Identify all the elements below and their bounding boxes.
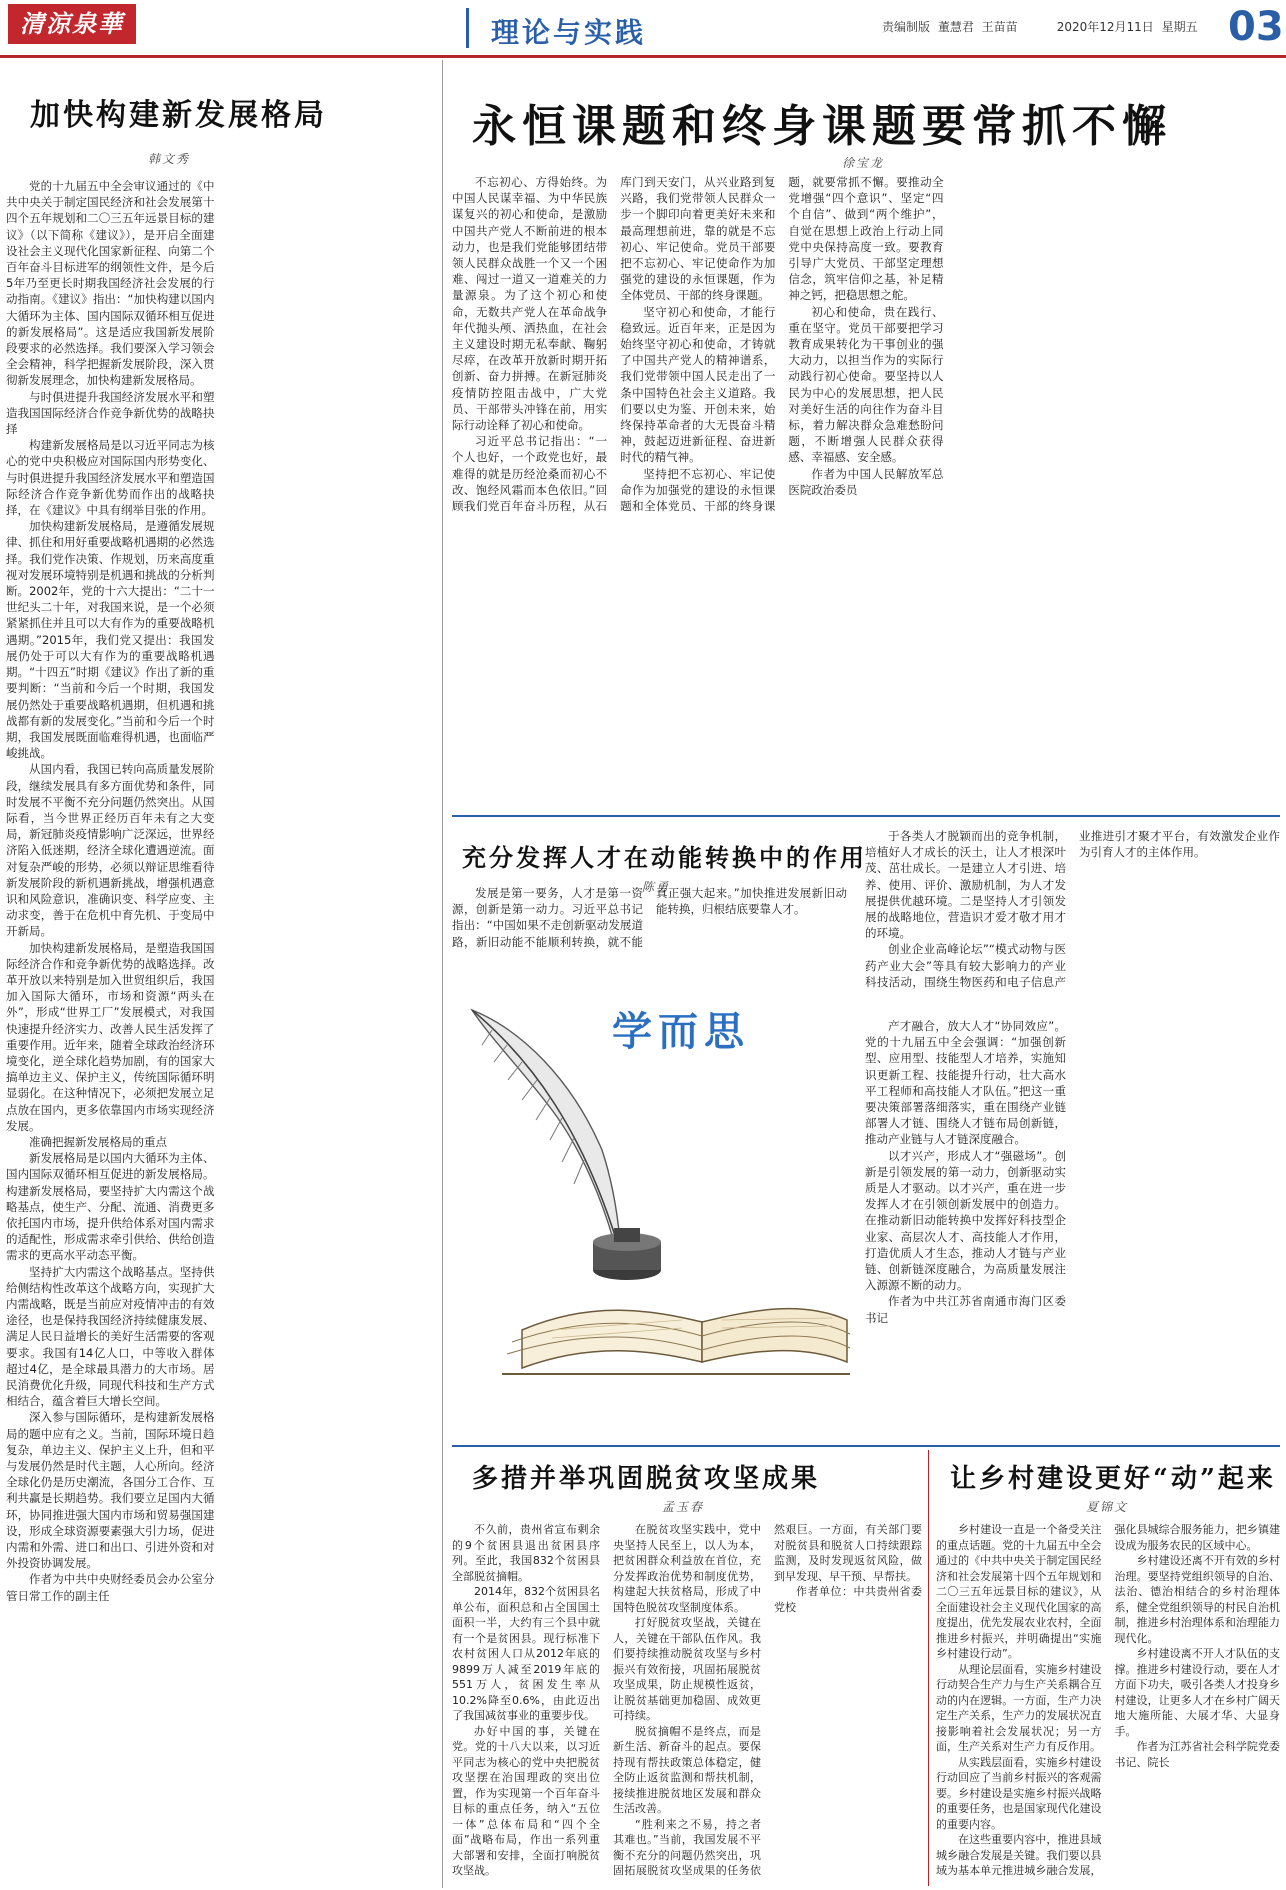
article-byline: 孟玉春 bbox=[662, 1500, 705, 1514]
article-rural-construction bbox=[936, 1450, 1280, 1886]
article-body bbox=[936, 1522, 1280, 1884]
article-body-continued bbox=[865, 828, 1280, 1018]
paragraph: 坚守初心和使命，才能行稳致远。近百年来，正是因为始终坚守初心和使命，才铸就了中国共产党人的精神谱系，我们党带领中国人民走出了一条中国特色社会主义道路。我们要以史为鉴、开创未来，始终保持革命者的大无畏奋斗精神，鼓起迈进新征程、奋进新时代的精气神。 bbox=[620, 304, 776, 465]
article-byline: 韩文秀 bbox=[148, 152, 191, 166]
article-headline: 永恒课题和终身课题要常抓不懈 bbox=[472, 101, 1172, 152]
paragraph: 作者为中国人民解放军总医院政治委员 bbox=[788, 466, 944, 497]
paragraph: 乡村建设还离不开有效的乡村治理。要坚持党组织领导的自治、法治、德治相结合的乡村治理体系，健全党组织领导的村民自治机制，推进乡村治理体系和治理能力现代化。 bbox=[1114, 1554, 1280, 1645]
paragraph: 加快构建新发展格局，是塑造我国国际经济合作和竞争新优势的战略选择。改革开放以来特别是加入世贸组织后，我国加入国际大循环，市场和资源“两头在外”，形成“世界工厂”发展模式，对我国快速提升经济实力、改善人民生活发挥了重要作用。近年来，随着全球政治经济环境变化，逆全球化趋势加剧，有的国家大搞单边主义、保护主义，传统国际循环明显弱化。在这种情况下，必须把发展立足点放在国内，更多依靠国内市场实现经济发展。 bbox=[6, 940, 215, 1133]
article-byline: 夏锦文 bbox=[1086, 1500, 1129, 1514]
article-headline: 充分发挥人才在动能转换中的作用 bbox=[462, 843, 867, 872]
paragraph: 从国内看，我国已转向高质量发展阶段，继续发展具有多方面优势和条件，同时发展不平衡不充分问题仍然突出。从国际看，当今世界正经历百年未有之大变局，新冠肺炎疫情影响广泛深远，世界经济陷入低迷期，经济全球化遭遇逆流。面对复杂严峻的形势，必须以辩证思维看待新发展阶段的新机遇新挑战，增强机遇意识和风险意识，准确识变、科学应变、主动求变，善于在危机中育先机、于变局中开新局。 bbox=[6, 762, 215, 939]
article-body bbox=[452, 885, 847, 965]
article-headline: 加快构建新发展格局 bbox=[30, 98, 327, 133]
paragraph: 准确把握新发展格局的重点 bbox=[29, 1134, 167, 1149]
article-body-continued bbox=[865, 1018, 1280, 1433]
paragraph: 坚持扩大内需这个战略基点。坚持供给侧结构性改革这个战略方向，实现扩大内需战略，既是当前应对疫情冲击的有效途径，也是保持我国经济持续健康发展、满足人民日益增长的美好生活需要的客观要求。我国有14亿人口，中等收入群体超过4亿，是全球最具潜力的大市场。居民消费优化升级，同现代科技和生产方式相结合，蕴含着巨大增长空间。 bbox=[6, 1264, 215, 1409]
section-header bbox=[466, 8, 832, 48]
column-divider bbox=[442, 60, 443, 1888]
paragraph: 不久前，贵州省宣布剩余的9个贫困县退出贫困县序列。至此，我国832个贫困县全部脱贫摘帽。 bbox=[452, 1523, 600, 1583]
section-divider bbox=[452, 815, 1280, 817]
paragraph: 以才兴产，形成人才“强磁场”。创新是引领发展的第一动力，创新驱动实质是人才驱动。以才兴产，重在进一步发挥人才在引领创新发展中的创造力。在推动新旧动能转换中发挥好科技型企业家、高层次人才、高技能人才作用，打造优质人才生态，推动人才链与产业链、创新链深度融合，为高质量发展注入源源不断的动力。 bbox=[865, 1148, 1066, 1293]
illustration-caption: 学而思 bbox=[612, 1008, 750, 1055]
paragraph: 打好脱贫攻坚战，关键在人，关键在干部队伍作风。我们要持续推动脱贫攻坚与乡村振兴有效衔接，巩固拓展脱贫攻坚成果，防止规模性返贫，让脱贫基础更加稳固、成效更可持续。 bbox=[613, 1616, 761, 1722]
paragraph: 发展是第一要务，人才是第一资源，创新是第一动力。习近平总书记指出：“中国如果不走创新驱动发展道路，新旧动能不能顺利转换，就不能真正强大起来。”加快推进发展新旧动能转换，归根结底要靠人才。 bbox=[452, 886, 847, 949]
paragraph: 作者为中共江苏省南通市海门区委书记 bbox=[865, 1294, 1066, 1325]
article-body bbox=[6, 178, 436, 1878]
paragraph: 与时俱进提升我国经济发展水平和塑造我国国际经济合作竞争新优势的战略抉择 bbox=[6, 389, 215, 437]
issue-date: 2020年12月11日 星期五 bbox=[1056, 20, 1198, 34]
paragraph: 作者为江苏省社会科学院党委书记、院长 bbox=[1114, 1740, 1280, 1769]
article-headline: 让乡村建设更好“动”起来 bbox=[950, 1464, 1276, 1494]
article-headline: 多措并举巩固脱贫攻坚成果 bbox=[472, 1464, 821, 1494]
masthead-meta bbox=[882, 18, 1198, 35]
paragraph: “胜利来之不易，持之者其难也。”当前，我国发展不平衡不充分的问题仍然突出，巩固拓展脱贫攻坚成果的任务依然艰巨。一方面，有关部门要对脱贫县和脱贫人口持续跟踪监测，及时发现返贫风险，做到早发现、早干预、早帮扶。 bbox=[613, 1523, 922, 1877]
paragraph: 在脱贫攻坚实践中，党中央坚持人民至上，以人为本，把贫困群众利益放在首位，充分发挥政治优势和制度优势，构建起大扶贫格局，形成了中国特色脱贫攻坚制度体系。 bbox=[613, 1523, 761, 1614]
section-divider bbox=[452, 1445, 1280, 1447]
article-byline: 陈勇 bbox=[642, 880, 671, 894]
paragraph: 从理论层面看，实施乡村建设行动契合生产力与生产关系耦合互动的内在逻辑。一方面，生产力决定生产关系，生产力的发展状况直接影响着社会发展状况；另一方面，生产关系对生产力有反作用。 bbox=[936, 1662, 1102, 1753]
paragraph: 习近平总书记指出：“一个人也好，一个政党也好，最难得的就是历经沧桑而初心不改、饱经风霜而本色依旧。”回顾我们党百年奋斗历程，从石库门到天安门，从兴业路到复兴路，我们党带领人民群众一步一个脚印向着更美好未来和最高理想前进，靠的就是不忘初心、牢记使命。党员干部要把不忘初心、牢记使命作为加强党的建设的永恒课题，作为全体党员、干部的终身课题。 bbox=[452, 175, 776, 514]
paragraph: 深入参与国际循环，是构建新发展格局的题中应有之义。当前，国际环境日趋复杂，单边主义、保护主义上升，但和平与发展仍然是时代主题，人心所向。经济全球化仍是历史潮流，各国分工合作、互利共赢是长期趋势。我们要立足国内大循环，协同推进强大国内市场和贸易强国建设，形成全球资源要素强大引力场，促进内需和外需、进口和出口、引进外资和对外投资协调发展。 bbox=[6, 1410, 215, 1571]
paragraph: 于各类人才脱颖而出的竞争机制，培植好人才成长的沃土，让人才根深叶茂、茁壮成长。一是建立人才引进、培养、使用、评价、激励机制，为人才发展提供优越环境。二是坚持人才引领发展的战略地位，营造识才爱才敬才用才的环境。 bbox=[865, 829, 1066, 941]
article-poverty-alleviation bbox=[452, 1450, 922, 1886]
paragraph: 初心和使命，贵在践行、重在坚守。党员干部要把学习教育成果转化为干事创业的强大动力，以担当作为的实际行动践行初心使命。要坚持以人民为中心的发展思想，把人民对美好生活的向往作为奋斗目标，着力解决群众急难愁盼问题，不断增强人民群众获得感、幸福感、安全感。 bbox=[788, 304, 944, 465]
paragraph: 产才融合，放大人才“协同效应”。党的十九届五中全会强调：“加强创新型、应用型、技能型人才培养，实施知识更新工程、技能提升行动，壮大高水平工程师和高技能人才队伍。”把这一重要决策部署落细落实，重在围绕产业链部署人才链、围绕人才链布局创新链，推动产业链与人才链深度融合。 bbox=[865, 1019, 1066, 1147]
paragraph: 不忘初心、方得始终。为中国人民谋幸福、为中华民族谋复兴的初心和使命，是激励中国共产党人不断前进的根本动力，也是我们党能够团结带领人民群众战胜一个又一个困难、闯过一道又一道难关的力量源泉。为了这个初心和使命，无数共产党人在革命战争年代抛头颅、洒热血，在社会主义建设时期无私奉献、鞠躬尽瘁，在改革开放新时期开拓创新、奋力拼搏。在新冠肺炎疫情防控阻击战中，广大党员、干部带头冲锋在前，用实际行动诠释了初心和使命。 bbox=[452, 175, 608, 433]
paragraph: 创业企业高峰论坛”“模式动物与医药产业大会”等具有较大影响力的产业科技活动，围绕生物医药和电子信息产业推进引才聚才平台，有效激发企业作为引育人才的主体作用。 bbox=[865, 829, 1280, 989]
column-divider bbox=[928, 1450, 929, 1886]
paragraph: 乡村建设一直是一个备受关注的重点话题。党的十九届五中全会通过的《中共中央关于制定国民经济和社会发展第十四个五年规划和二〇三五年远景目标的建议》，从全面建设社会主义现代化国家的高度提出，优先发展农业农村，全面推进乡村振兴，并明确提出“实施乡村建设行动”。 bbox=[936, 1523, 1102, 1660]
article-body bbox=[452, 174, 1280, 524]
article-new-development-pattern bbox=[6, 68, 436, 1884]
newspaper-logo: 清涼泉華 bbox=[8, 4, 136, 44]
article-eternal-topic bbox=[452, 66, 1280, 826]
page-number: 03 bbox=[1228, 4, 1284, 50]
paragraph: 加快构建新发展格局，是遵循发展规律、抓住和用好重要战略机遇期的必然选择。我们党作决策、作规划，历来高度重视对发展环境特别是机遇和挑战的分析判断。2002年，党的十六大提出：“二十一世纪头二十年，对我国来说，是一个必须紧紧抓住并且可以大有作为的重要战略机遇期。”2015年，我们党又提出：我国发展仍处于可以大有作为的重要战略机遇期。“十四五”时期《建议》作出了新的重要判断：“当前和今后一个时期，我国发展仍然处于重要战略机遇期，但机遇和挑战都有新的发展变化。”当前和今后一个时期，我国发展既面临难得机遇，也面临严峻挑战。 bbox=[6, 519, 215, 761]
paragraph: 2014年，832个贫困县名单公布，面积总和占全国国土面积一半，大约有三个县中就有一个是贫困县。现行标准下农村贫困人口从2012年底的9899万人减至2019年底的551万人，贫困发生率从10.2%降至0.6%，由此迈出了我国减贫事业的重要步伐。 bbox=[452, 1585, 600, 1722]
paragraph: 党的十九届五中全会审议通过的《中共中央关于制定国民经济和社会发展第十四个五年规划和二〇三五年远景目标的建议》（以下简称《建议》），是开启全面建设社会主义现代化国家新征程、向第二个百年奋斗目标进军的纲领性文件，是今后5年乃至更长时期我国经济社会发展的行动指南。《建议》指出：“加快构建以国内大循环为主体、国内国际双循环相互促进的新发展格局”。这是适应我国新发展阶段要求的必然选择。我们要深入学习领会全会精神，科学把握新发展阶段，深入贯彻新发展理念，加快构建新发展格局。 bbox=[6, 179, 215, 388]
paragraph: 作者单位：中共贵州省委党校 bbox=[774, 1585, 922, 1614]
paragraph: 新发展格局是以国内大循环为主体、国内国际双循环相互促进的新发展格局。构建新发展格局，要坚持扩大内需这个战略基点，使生产、分配、流通、消费更多依托国内市场，提升供给体系对国内需求的适配性，形成需求牵引供给、供给创造需求的更高水平动态平衡。 bbox=[6, 1151, 215, 1263]
paragraph: 在这些重要内容中，推进县域城乡融合发展是关键。我们要以县域为基本单元推进城乡融合发展，强化县城综合服务能力，把乡镇建设成为服务农民的区域中心。 bbox=[936, 1523, 1280, 1877]
paragraph: 构建新发展格局是以习近平同志为核心的党中央积极应对国际国内形势变化、与时俱进提升我国经济发展水平和塑造国际经济合作竞争新优势而作出的战略抉择，在《建议》中具有纲举目张的作用。 bbox=[6, 438, 215, 518]
paragraph: 从实践层面看，实施乡村建设行动回应了当前乡村振兴的客观需要。乡村建设是实施乡村振兴战略的重要任务，也是国家现代化建设的重要内容。 bbox=[936, 1755, 1102, 1831]
masthead bbox=[0, 0, 1286, 58]
paragraph: 坚持把不忘初心、牢记使命作为加强党的建设的永恒课题和全体党员、干部的终身课题，就要常抓不懈。要推动全党增强“四个意识”、坚定“四个自信”、做到“两个维护”，自觉在思想上政治上行动上同党中央保持高度一致。要教育引导广大党员、干部坚定理想信念，筑牢信仰之基，补足精神之钙，把稳思想之舵。 bbox=[620, 175, 944, 514]
article-body bbox=[452, 1522, 922, 1884]
paragraph: 作者为中共中央财经委员会办公室分管日常工作的副主任 bbox=[6, 1572, 215, 1603]
paragraph: 办好中国的事，关键在党。党的十八大以来，以习近平同志为核心的党中央把脱贫攻坚摆在治国理政的突出位置，作为实现第一个百年奋斗目标的重点任务，纳入“五位一体”总体布局和“四个全面”战略布局，作出一系列重大部署和安排，全面打响脱贫攻坚战。 bbox=[452, 1724, 600, 1877]
paragraph: 乡村建设离不开人才队伍的支撑。推进乡村建设行动，要在人才方面下功夫，吸引各类人才投身乡村建设，让更多人才在乡村广阔天地大施所能、大展才华、大显身手。 bbox=[1114, 1647, 1280, 1738]
quill-book-illustration bbox=[452, 970, 852, 1380]
paragraph: 脱贫摘帽不是终点，而是新生活、新奋斗的起点。要保持现有帮扶政策总体稳定，健全防止返贫监测和帮扶机制，接续推进脱贫地区发展和群众生活改善。 bbox=[613, 1724, 761, 1815]
editor-credit: 责编制版 董慧君 王苗苗 bbox=[882, 20, 1018, 34]
section-title: 理论与实践 bbox=[491, 16, 647, 49]
article-byline: 徐宝龙 bbox=[842, 156, 885, 170]
